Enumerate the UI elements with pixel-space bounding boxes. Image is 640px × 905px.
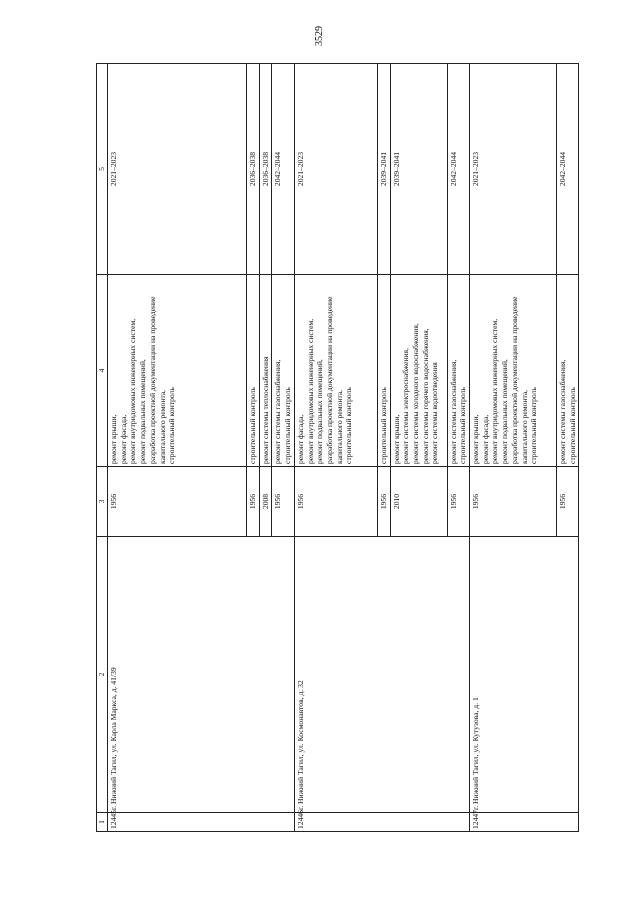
work-item: ремонт подвальных помещений, [500,359,510,464]
table-row [470,64,557,832]
works-cell [294,275,377,467]
year-cell: 1956 [377,467,390,537]
work-item: ремонт подвальных помещений, [315,359,325,464]
work-item: строительный контроль [167,387,177,464]
works-cell [447,275,469,467]
work-item: строительный контроль [378,387,388,464]
address-cell: г. Нижний Тагил, ул. Карла Маркса, д. 41/39 [108,537,295,813]
year-cell: 2008 [259,467,272,537]
work-item: ремонт фасада, [480,414,490,464]
period-cell: 2042–2044 [272,64,294,275]
header-cell: 2 [97,537,108,813]
works-cell [557,275,579,467]
work-item: ремонт системы теплоснабжения [260,356,270,464]
period-cell: 2042–2044 [447,64,469,275]
works-cell [259,275,272,467]
work-item: строительный контроль [344,387,354,464]
header-cell: 1 [97,813,108,832]
work-item: строительный контроль [529,387,539,464]
period-cell: 2039–2041 [390,64,447,275]
header-cell: 5 [97,64,108,275]
address-cell: г. Нижний Тагил, ул. Кутузова, д. 1 [470,537,579,813]
work-item: ремонт системы газоснабжения, [558,359,568,464]
work-item: ремонт системы электроснабжения, [401,348,411,464]
table-row [108,64,247,832]
year-cell: 1956 [557,467,579,537]
work-item: ремонт крыши, [109,414,118,464]
period-cell: 2021–2023 [294,64,377,275]
work-item: ремонт подвальных помещений, [138,359,148,464]
period-cell: 2036–2038 [259,64,272,275]
header-row [97,64,108,832]
work-item: ремонт крыши, [391,414,401,464]
year-cell: 1956 [470,467,557,537]
rotated-table-wrapper [96,64,577,832]
address-cell: г. Нижний Тагил, ул. Космонавтов, д. 32 [294,537,469,813]
row-number: 12445. [108,813,295,832]
work-item: ремонт системы газоснабжения, [448,359,458,464]
period-cell: 2021–2023 [470,64,557,275]
header-cell: 4 [97,275,108,467]
works-cell [108,275,247,467]
period-cell: 2021–2023 [108,64,247,275]
works-cell [247,275,260,467]
row-number: 12446. [294,813,469,832]
period-cell: 2036–2038 [247,64,260,275]
table-row [294,64,377,832]
work-item: разработка проектной документации на проведение капитального ремонта, [147,296,167,464]
year-cell: 1956 [447,467,469,537]
work-item: ремонт фасада, [295,414,305,464]
year-cell: 1956 [294,467,377,537]
work-item: ремонт фасада, [118,414,128,464]
work-item: ремонт системы горячего водоснабжения, [420,328,430,464]
work-item: ремонт внутридомовых инженерных систем, [490,318,500,464]
header-cell: 3 [97,467,108,537]
year-cell: 1956 [108,467,247,537]
period-cell: 2042–2044 [557,64,579,275]
year-cell: 1956 [272,467,294,537]
repair-schedule-table [96,63,579,832]
work-item: разработка проектной документации на проведение капитального ремонта, [325,296,344,464]
works-cell [390,275,447,467]
period-cell: 2039–2041 [377,64,390,275]
work-item: разработка проектной документации на проведение капитального ремонта, [509,296,529,464]
work-item: ремонт крыши, [471,414,481,464]
row-number: 12447. [470,813,579,832]
works-cell [470,275,557,467]
work-item: ремонт внутридомовых инженерных систем, [128,318,138,464]
work-item: ремонт внутридомовых инженерных систем, [305,318,315,464]
work-item: строительный контроль [567,387,577,464]
works-cell [377,275,390,467]
work-item: строительный контроль [458,387,468,464]
work-item: строительный контроль [283,387,293,464]
works-cell [272,275,294,467]
year-cell: 1956 [247,467,260,537]
work-item: ремонт системы газоснабжения, [273,359,283,464]
work-item: строительный контроль [248,387,257,464]
year-cell: 2010 [390,467,447,537]
page-number: 3529 [314,26,325,46]
work-item: ремонт системы водоотведения [430,362,440,464]
work-item: ремонт системы холодного водоснабжения, [411,323,421,464]
